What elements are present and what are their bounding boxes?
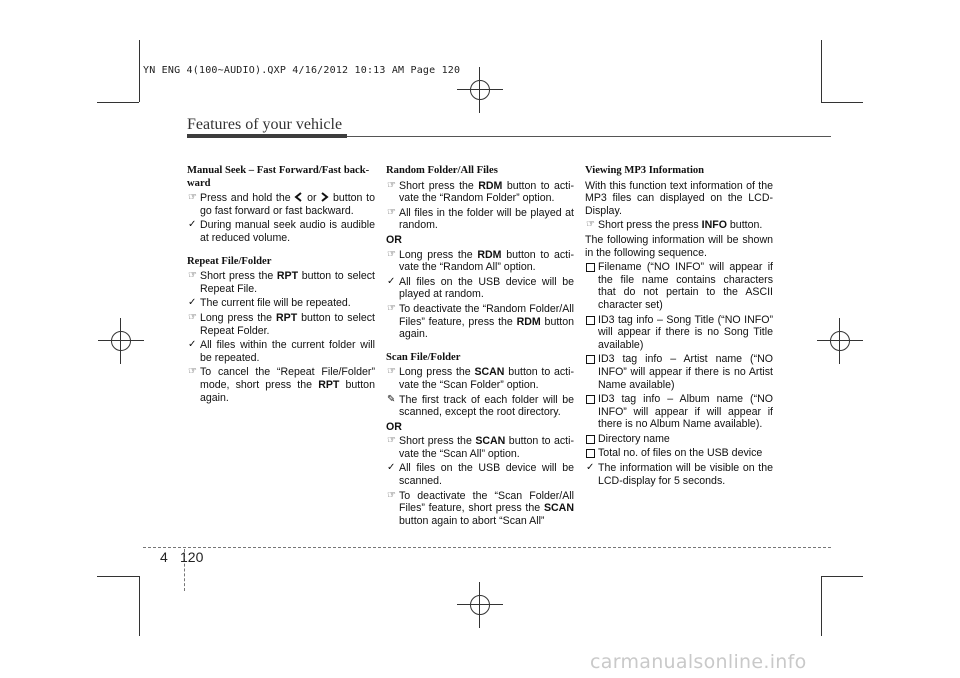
- check-icon: ✓: [188, 339, 197, 351]
- pointing-hand-icon: ☞: [387, 435, 396, 447]
- pointing-hand-icon: ☞: [387, 302, 396, 314]
- heading-repeat: Repeat File/Folder: [187, 255, 272, 267]
- list-item: ID3 tag info – Album name (“NO INFO” will appear if will appear if there is no Album Name available).: [585, 393, 773, 431]
- checkbox-square-icon: [586, 355, 595, 364]
- check-icon: ✓: [188, 219, 197, 231]
- check-icon: ✓: [586, 462, 595, 474]
- list-item: ID3 tag info – Song Title (“NO INFO” will appear if there is no Song Title available): [585, 314, 773, 352]
- crop-mark: [139, 40, 140, 102]
- title-rule: [347, 136, 831, 137]
- pointing-hand-icon: ☞: [188, 270, 197, 282]
- chevron-left-icon: [294, 192, 303, 202]
- list-item: Directory name: [585, 433, 773, 446]
- crop-mark: [821, 576, 822, 636]
- list-item: ✓ All files on the USB device will be scanned.: [387, 462, 574, 488]
- list-item: ☞ All files in the folder will be played at random.: [387, 206, 574, 232]
- crop-mark: [139, 576, 140, 636]
- paragraph: The following information will be shown in the following sequence.: [585, 233, 773, 259]
- page-number: [160, 549, 203, 565]
- pointing-hand-icon: ☞: [387, 206, 396, 218]
- pointing-hand-icon: ☞: [188, 192, 197, 204]
- heading-scan: Scan File/Folder: [386, 351, 461, 363]
- checkbox-square-icon: [586, 435, 595, 444]
- page-number-value: 120: [180, 549, 204, 565]
- list-item: ✎ The first track of each folder will be scanned, except the root directory.: [387, 393, 574, 419]
- list-item: ☞ Press and hold the or button to go fast forward or fast backward.: [188, 192, 375, 217]
- crop-mark: [821, 576, 863, 577]
- chevron-right-icon: [320, 192, 329, 202]
- registration-mark-left: [106, 326, 136, 356]
- check-icon: ✓: [188, 297, 197, 309]
- column-2: [386, 165, 574, 529]
- pencil-note-icon: ✎: [387, 393, 396, 405]
- list-item: ☞ To deactivate the “Random Folder/All Files” feature, press the RDM button again.: [387, 302, 575, 341]
- list-item: ✓ All files on the USB device will be played at random.: [387, 275, 574, 301]
- registration-mark-bottom: [465, 590, 495, 620]
- list-item: ☞ To cancel the “Repeat File/Folder” mode, short press the RPT button again.: [188, 366, 375, 404]
- pointing-hand-icon: ☞: [188, 311, 197, 323]
- list-item: ID3 tag info – Artist name (“NO INFO” will appear if there is no Artist Name available): [585, 353, 773, 391]
- footer-rule: [143, 547, 831, 548]
- pointing-hand-icon: ☞: [387, 248, 396, 260]
- crop-mark: [97, 102, 139, 103]
- title-bar: [187, 134, 347, 138]
- registration-mark-right: [825, 326, 855, 356]
- checkbox-square-icon: [586, 263, 595, 272]
- heading-random: Random Folder/All Files: [386, 165, 498, 176]
- list-item: ✓ The information will be visible on the LCD-display for 5 seconds.: [586, 462, 773, 487]
- checkbox-square-icon: [586, 316, 595, 325]
- pointing-hand-icon: ☞: [387, 489, 396, 501]
- print-slug: YN ENG 4(100~AUDIO).QXP 4/16/2012 10:13 AM Page 120: [143, 65, 461, 76]
- list-item: Total no. of files on the USB device: [585, 447, 773, 460]
- heading-mp3-info: Viewing MP3 Information: [585, 165, 705, 176]
- pointing-hand-icon: ☞: [387, 366, 396, 378]
- check-icon: ✓: [387, 275, 396, 287]
- list-item: ☞ Short press the RPT button to select Repeat File.: [188, 270, 376, 295]
- pointing-hand-icon: ☞: [387, 179, 396, 191]
- or-label: OR: [386, 420, 402, 433]
- list-item: ☞ Long press the RPT button to select Repeat Folder.: [188, 311, 375, 337]
- list-item: ☞ Long press the SCAN button to acti-vate the “Scan Folder” option.: [387, 366, 574, 391]
- checkbox-square-icon: [586, 395, 595, 404]
- crop-mark: [821, 40, 822, 102]
- checkbox-square-icon: [586, 449, 595, 458]
- crop-mark: [821, 102, 863, 103]
- chapter-number: 4: [160, 549, 168, 565]
- list-item: ✓ The current file will be repeated.: [188, 297, 351, 310]
- or-label: OR: [386, 233, 402, 246]
- list-item: ☞ To deactivate the “Scan Folder/All Files” feature, short press the SCAN button again to abort “Scan All”: [387, 489, 574, 527]
- check-icon: ✓: [387, 462, 396, 474]
- column-3: [585, 165, 773, 489]
- column-1: [187, 165, 375, 406]
- registration-mark-top: [465, 75, 495, 105]
- list-item: ☞ Short press the press INFO button.: [586, 219, 763, 232]
- heading-manual-seek: Manual Seek – Fast Forward/Fast back-ward: [187, 165, 370, 189]
- list-item: ☞ Short press the SCAN button to acti-vate the “Scan All” option.: [387, 435, 574, 460]
- paragraph: With this function text information of the MP3 files can displayed on the LCD-Display.: [585, 179, 773, 217]
- list-item: ✓ All files within the current folder will be repeated.: [188, 339, 375, 364]
- pointing-hand-icon: ☞: [586, 219, 595, 231]
- pointing-hand-icon: ☞: [188, 366, 197, 378]
- list-item: ☞ Long press the RDM button to acti-vate the “Random All” option.: [387, 248, 574, 274]
- list-item: ☞ Short press the RDM button to acti-vate the “Random Folder” option.: [387, 179, 574, 205]
- section-title: Features of your vehicle: [187, 116, 343, 133]
- watermark: carmanualsonline.info: [590, 651, 807, 673]
- list-item: ✓ During manual seek audio is audible at reduced volume.: [188, 219, 375, 244]
- crop-mark: [97, 576, 139, 577]
- list-item: Filename (“NO INFO” will appear if the file name contains characters that do not pertain to the ASCII character set): [585, 261, 773, 311]
